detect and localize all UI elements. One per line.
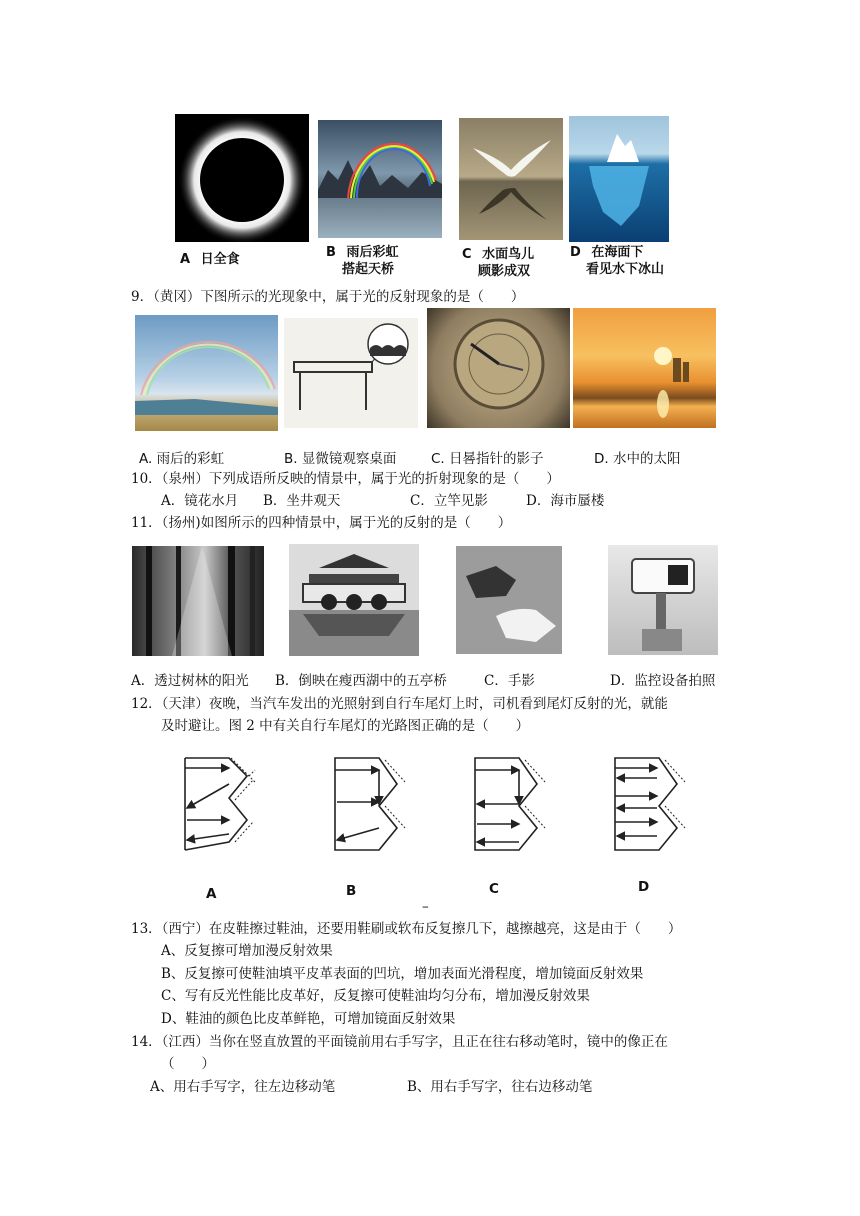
caption-letter: C bbox=[462, 247, 472, 262]
q13-option-b: B、反复擦可使鞋油填平皮革表面的凹坑，增加表面光滑程度，增加镜面反射效果 bbox=[161, 966, 644, 982]
solar-eclipse-image bbox=[175, 114, 309, 242]
rainbow-bridge-image bbox=[318, 120, 442, 238]
q10-option-b: B．坐井观天 bbox=[263, 493, 341, 509]
iceberg-image bbox=[569, 116, 669, 242]
q12-label-c: C bbox=[489, 881, 499, 897]
q9-stem: 9．（黄冈）下图所示的光现象中，属于光的反射现象的是（ ） bbox=[131, 289, 525, 305]
q12-stem-line1: 12．（天津）夜晚，当汽车发出的光照射到自行车尾灯上时，司机看到尾灯反射的光，就能 bbox=[131, 696, 668, 712]
q8-caption-d bbox=[570, 244, 664, 278]
q10-option-a: A．镜花水月 bbox=[161, 493, 239, 509]
caption-text: 日全食 bbox=[200, 252, 240, 267]
forest-sunlight-image bbox=[132, 546, 264, 656]
diagram-d bbox=[615, 758, 685, 850]
hand-shadow-image bbox=[456, 546, 562, 654]
q12-label-a: A bbox=[206, 886, 217, 902]
q8-caption-a bbox=[180, 248, 240, 267]
q13-option-c: C、写有反光性能比皮革好，反复擦可使鞋油均匀分布，增加漫反射效果 bbox=[161, 988, 590, 1004]
q10-stem: 10．（泉州）下列成语所反映的情景中，属于光的折射现象的是（ ） bbox=[131, 471, 560, 487]
q14-option-b: B、用右手写字，往右边移动笔 bbox=[407, 1079, 593, 1095]
q9-caption-a: A. 雨后的彩虹 bbox=[139, 451, 225, 467]
q9-caption-b: B. 显微镜观察桌面 bbox=[284, 451, 397, 467]
rainbow-image bbox=[135, 315, 278, 431]
caption-text: 顾影成双 bbox=[478, 264, 531, 279]
q9-caption-d: D. 水中的太阳 bbox=[594, 451, 681, 467]
q14-stem-line1: 14．（江西）当你在竖直放置的平面镜前用右手写字，且正在往右移动笔时，镜中的像正在 bbox=[131, 1034, 668, 1050]
q13-option-d: D、鞋油的颜色比皮革鲜艳，可增加镜面反射效果 bbox=[161, 1011, 456, 1027]
caption-text: 看见水下冰山 bbox=[586, 262, 665, 277]
diagram-c bbox=[475, 758, 545, 850]
five-pavilion-bridge-image bbox=[289, 544, 419, 656]
caption-text: 雨后彩虹 bbox=[346, 245, 399, 260]
q12-light-path-diagrams bbox=[175, 748, 695, 908]
q14-stem-line2: （ ） bbox=[161, 1056, 215, 1072]
q12-dash: – bbox=[422, 899, 429, 915]
q10-option-c: C．立竿见影 bbox=[410, 493, 488, 509]
bird-reflection-image bbox=[459, 118, 563, 240]
caption-letter: A bbox=[180, 252, 191, 267]
q11-option-b: B．倒映在瘦西湖中的五亭桥 bbox=[275, 673, 447, 689]
microscope-table-diagram bbox=[284, 318, 418, 428]
q11-option-a: A．透过树林的阳光 bbox=[131, 673, 249, 689]
q13-option-a: A、反复擦可增加漫反射效果 bbox=[161, 943, 333, 959]
q10-option-d: D．海市蜃楼 bbox=[526, 493, 605, 509]
q8-caption-b bbox=[326, 244, 398, 278]
q13-stem: 13．（西宁）在皮鞋擦过鞋油，还要用鞋刷或软布反复擦几下，越擦越亮，这是由于（ ） bbox=[131, 921, 682, 937]
caption-text: 搭起天桥 bbox=[342, 262, 395, 277]
q14-option-a: A、用右手写字，往左边移动笔 bbox=[150, 1079, 336, 1095]
q12-label-b: B bbox=[346, 883, 357, 899]
sun-over-water-image bbox=[573, 308, 716, 428]
caption-text: 水面鸟儿 bbox=[482, 247, 535, 262]
caption-letter: B bbox=[326, 245, 336, 260]
caption-letter: D bbox=[570, 245, 581, 260]
q11-stem: 11．（扬州)如图所示的四种情景中，属于光的反射的是（ ） bbox=[131, 515, 512, 531]
q11-option-c: C．手影 bbox=[484, 673, 535, 689]
q12-label-d: D bbox=[638, 879, 650, 895]
diagram-b bbox=[335, 758, 405, 850]
caption-text: 在海面下 bbox=[591, 245, 644, 260]
sundial-image bbox=[427, 308, 570, 428]
q9-caption-c: C. 日晷指针的影子 bbox=[431, 451, 544, 467]
q8-caption-c bbox=[462, 246, 534, 280]
surveillance-camera-image bbox=[608, 545, 718, 655]
q12-stem-line2: 及时避让。图 2 中有关自行车尾灯的光路图正确的是（ ） bbox=[161, 718, 530, 734]
diagram-a bbox=[185, 758, 255, 850]
q11-option-d: D．监控设备拍照 bbox=[610, 673, 716, 689]
